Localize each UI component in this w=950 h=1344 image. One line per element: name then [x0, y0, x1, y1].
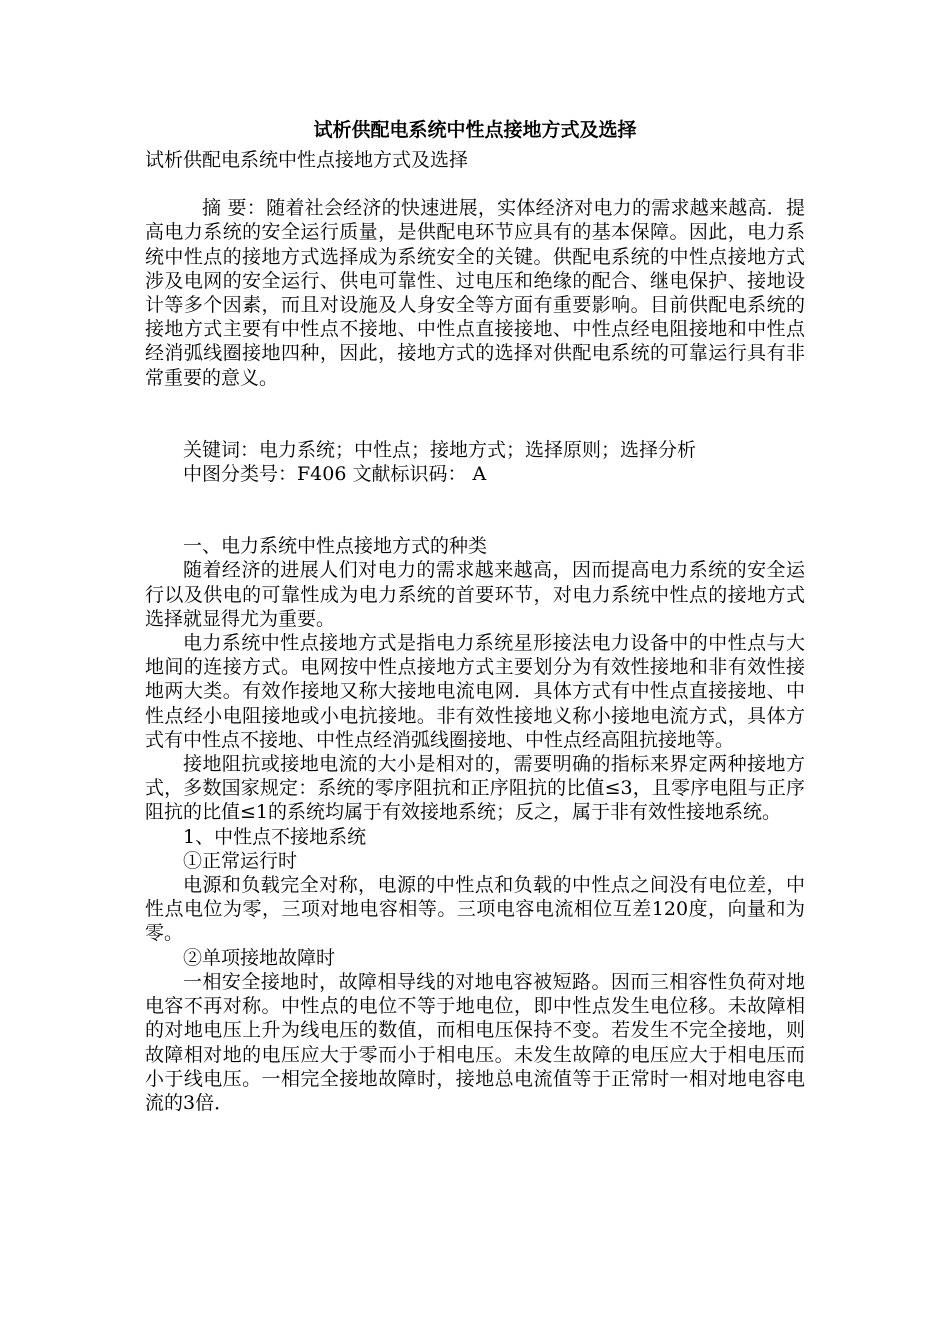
- body-paragraph-5: 一相安全接地时，故障相导线的对地电容被短路。因而三相容性负荷对地电容不再对称。中性点的电位不等于地电位，即中性点发生电位移。未故障相的对地电压上升为线电压的数值，而相电压保持不变。若发生不完全接地，则故障相对地的电压应大于零而小于相电压。未发生故障的电压应大于相电压而小于线电压。一相完全接地故障时，接地总电流值等于正常时一相对地电容电流的3倍．: [145, 970, 805, 1114]
- body-paragraph-1: 随着经济的进展人们对电力的需求越来越高，因而提高电力系统的安全运行以及供电的可靠性成为电力系统的首要环节，对电力系统中性点的接地方式选择就显得尤为重要。: [145, 559, 805, 630]
- classification-line: 中图分类号：F406 文献标识码： A: [183, 463, 487, 486]
- subsection-heading-1: 1、中性点不接地系统: [183, 825, 367, 848]
- subsection-heading-1b: ②单项接地故障时: [183, 946, 336, 969]
- keywords-line: 关键词：电力系统；中性点；接地方式；选择原则；选择分析: [183, 438, 697, 461]
- document-page: [145, 118, 805, 1115]
- abstract-paragraph: 摘 要：随着社会经济的快速进展，实体经济对电力的需求越来越高．提高电力系统的安全运行质量，是供配电环节应具有的基本保障。因此，电力系统中性点的接地方式选择成为系统安全的关键。供配电系统的中性点接地方式涉及电网的安全运行、供电可靠性、过电压和绝缘的配合、继电保护、接地设计等多个因素，而且对设施及人身安全等方面有重要影响。目前供配电系统的接地方式主要有中性点不接地、中性点直接接地、中性点经电阻接地和中性点经消弧线圈接地四种，因此，接地方式的选择对供配电系统的可靠运行具有非常重要的意义。: [145, 197, 805, 389]
- spacer: [145, 486, 805, 534]
- body-paragraph-4: 电源和负载完全对称，电源的中性点和负载的中性点之间没有电位差，中性点电位为零，三项对地电容相等。三项电容电流相位互差120度，向量和为零。: [145, 874, 805, 945]
- body-paragraph-3: 接地阻抗或接地电流的大小是相对的，需要明确的指标来界定两种接地方式，多数国家规定：系统的零序阻抗和正序阻抗的比值≤3，且零序电阻与正序阻抗的比值≤1的系统均属于有效接地系统；反之，属于非有效性接地系统。: [145, 753, 805, 824]
- spacer: [145, 172, 805, 196]
- document-subtitle: 试析供配电系统中性点接地方式及选择: [145, 149, 469, 171]
- section-heading-1: 一、电力系统中性点接地方式的种类: [183, 535, 488, 558]
- spacer: [145, 390, 805, 438]
- subsection-heading-1a: ①正常运行时: [183, 849, 298, 872]
- document-title: 试析供配电系统中性点接地方式及选择: [313, 119, 637, 141]
- body-paragraph-2: 电力系统中性点接地方式是指电力系统星形接法电力设备中的中性点与大地间的连接方式。电网按中性点接地方式主要划分为有效性接地和非有效性接地两大类。有效作接地又称大接地电流电网．具体方式有中性点直接接地、中性点经小电阻接地或小电抗接地。非有效性接地义称小接地电流方式，具体方式有中性点不接地、中性点经消弧线圈接地、中性点经高阻抗接地等。: [145, 632, 805, 751]
